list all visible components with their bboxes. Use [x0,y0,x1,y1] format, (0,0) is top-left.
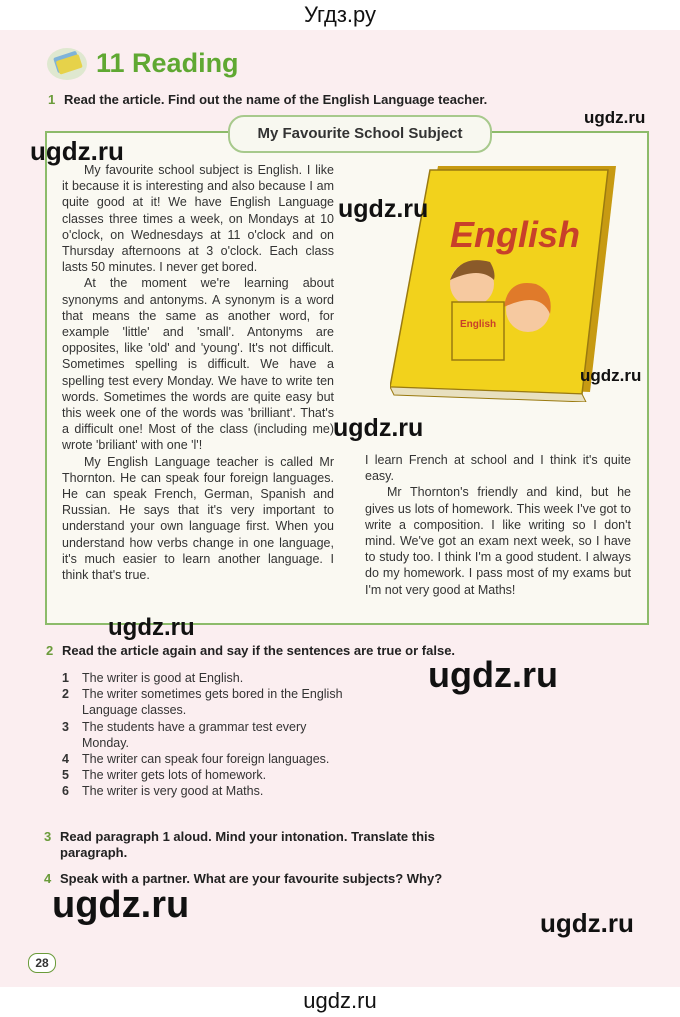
task-number: 3 [44,829,52,844]
task-1 [48,92,644,108]
watermark: ugdz.ru [584,108,646,127]
small-book [452,302,504,360]
book-section-icon [45,42,89,82]
statement-item [62,783,352,799]
statement-number: 4 [62,752,69,767]
watermark: ugdz.ru [540,908,634,938]
statement-text: The writer can speak four foreign languages. [82,752,330,767]
watermark: ugdz.ru [108,614,195,641]
watermark: ugdz.ru [338,195,429,223]
task-number: 1 [48,92,56,107]
statement-text: The students have a grammar test every Monday. [82,719,307,750]
statement-number: 1 [62,671,69,685]
statement-text: The writer is good at English. [82,671,244,685]
statements-list [62,670,352,800]
article-paragraph: My English Language teacher is called Mr Thornton. He can speak four foreign languages. He can speak French, German, Spanish and Russian. He says that it's very important to understand your own language first. When you understand how verbs change in one language, it's much easier to learn another language. I think that's true. [62,454,334,583]
article-title: My Favourite School Subject [228,115,492,153]
statement-item [62,686,352,718]
statement-number: 2 [62,687,69,702]
article-paragraph: At the moment we're learning about synonyms and antonyms. A synonym is a word that means the same as another word, for example 'little' and 'small'. Antonyms are opposites, like 'old' and 'young'. It's not difficult. Sometimes spelling is difficult. We have a spelling test every Monday. We have to write ten words. Sometimes the words are quite easy but this week one of the words was 'brilliant'. That's a difficult one! Most of the class (including me) wrote 'briliant' with one 'l'! [62,276,334,453]
statement-number: 3 [62,719,69,734]
page-number: 28 [28,953,56,973]
article-paragraph: My favourite school subject is English. I like it because it is interesting and also because I am quite good at it! We have English Language classes three times a week, on Mondays at 10 o'clock, on Wednesdays at 11 o'clock and on Thursday afternoons at 3 o'clock. Each class lasts 50 minutes. I never get bored. [62,163,334,275]
statement-item [62,670,352,686]
task-instruction: Speak with a partner. What are your favourite subjects? Why? [60,871,443,886]
article-left-column [62,162,334,583]
site-header[interactable]: Угдз.ру [303,2,377,27]
statement-number: 5 [62,768,69,783]
statement-item [62,719,352,751]
task-instruction: Read paragraph 1 aloud. Mind your intonation. Translate this paragraph. [60,829,435,860]
watermark: ugdz.ru [428,654,558,695]
statement-item [62,751,352,767]
book-cover-title: English [450,214,581,255]
statement-text: The writer is very good at Maths. [82,784,264,799]
small-book-title: English [460,319,497,330]
article-paragraph: I learn French at school and I think it's quite easy. [365,453,631,484]
article-right-column [365,452,631,598]
statement-number: 6 [62,784,69,799]
article-paragraph: Mr Thornton's friendly and kind, but he gives us lots of homework. This week I've got to write a composition. I like writing so I don't mind. We've got an exam next week, so I have to study too. I think I'm a good student. I always do my homework. I pass most of my exams but I'm not very good at Maths! [365,485,631,597]
watermark: ugdz.ru [580,366,642,385]
section-title: 11 Reading [96,48,239,78]
site-footer[interactable]: ugdz.ru [303,988,377,1013]
task-number: 2 [46,643,54,658]
watermark: ugdz.ru [52,884,190,926]
task-number: 4 [44,871,52,886]
watermark: ugdz.ru [30,136,124,166]
task-3 [44,829,480,861]
task-instruction: Read the article again and say if the sentences are true or false. [62,643,456,658]
statement-text: The writer gets lots of homework. [82,768,267,783]
statement-text: The writer sometimes gets bored in the English Language classes. [82,687,343,718]
statement-item [62,767,352,783]
task-instruction: Read the article. Find out the name of the English Language teacher. [64,92,488,107]
watermark: ugdz.ru [333,414,424,442]
